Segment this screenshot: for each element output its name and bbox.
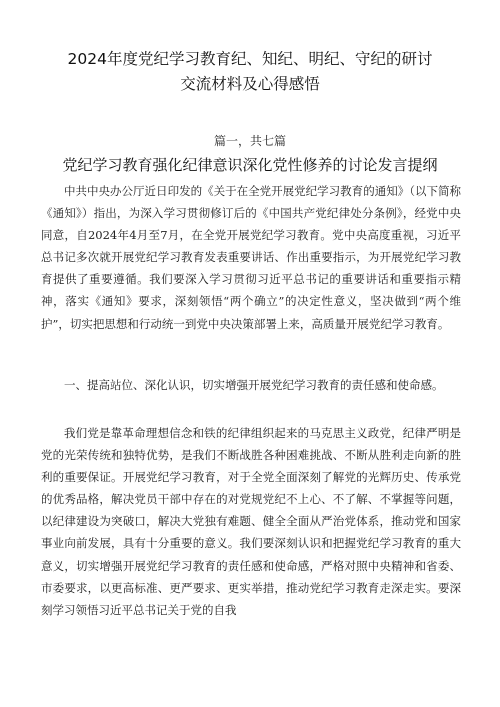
part-label: 篇一，共七篇 (213, 134, 286, 148)
document-title-line-2: 交流材料及心得感悟 (180, 75, 320, 93)
document-title-line-1: 2024年度党纪学习教育纪、知纪、明纪、守纪的研讨 (67, 50, 433, 68)
body-paragraph-heading-1 (41, 374, 461, 396)
paragraph-text: 中共中央办公厅近日印发的《关于在全党开展党纪学习教育的通知》（以下简称《通知》）指出，为深入学习贯彻修订后的《中国共产党纪律处分条例》，经党中央同意，自2024年4月至7月，在全党开展党纪学习教育。党中央高度重视，习近平总书记多次就开展党纪学习教育发表重要讲话、作出重要指示，为开展党纪学习教育提供了重要遵循。我们要深入学习贯彻习近平总书记的重要讲话和重要指示精神，落实《通知》要求，深刻领悟“两个确立”的决定性意义，坚决做到“两个维护”，切实把思想和行动统一到党中央决策部署上来，高质量开展党纪学习教育。 (41, 184, 461, 331)
body-paragraph-main (41, 422, 461, 621)
body-paragraph-intro (41, 180, 461, 335)
paragraph-text: 一、提高站位、深化认识，切实增强开展党纪学习教育的责任感和使命感。 (64, 378, 444, 392)
section-heading: 党纪学习教育强化纪律意识深化党性修养的讨论发言提纲 (62, 156, 438, 174)
paragraph-text: 我们党是靠革命理想信念和铁的纪律组织起来的马克思主义政党，纪律严明是党的光荣传统和独特优势，是我们不断战胜各种困难挑战、不断从胜利走向新的胜利的重要保证。开展党纪学习教育，对于全党全面深刻了解党的光辉历史、传承党的优秀品格，解决党员干部中存在的对党规党纪不上心、不了解、不掌握等问题，以纪律建设为突破口，解决大党独有难题、健全全面从严治党体系，推动党和国家事业向前发展，具有十分重要的意义。我们要深刻认识和把握党纪学习教育的重大意义，切实增强开展党纪学习教育的责任感和使命感，严格对照中央精神和省委、市委要求，以更高标准、更严要求、更实举措，推动党纪学习教育走深走实。要深刻学习领悟习近平总书记关于党的自我 (41, 426, 461, 617)
